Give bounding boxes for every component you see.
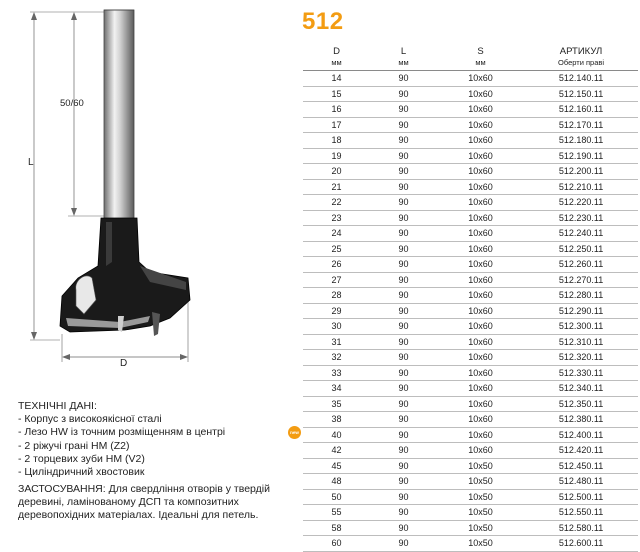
table-row xyxy=(303,303,638,319)
cell-article: 512.290.11 xyxy=(524,303,638,319)
shank xyxy=(104,10,134,220)
cell-s: 10x60 xyxy=(437,241,524,257)
header-unit: мм xyxy=(331,58,342,67)
cell-d: 15 xyxy=(303,86,370,102)
cell-article: 512.270.11 xyxy=(524,272,638,288)
cell-d: 14 xyxy=(303,71,370,87)
cell-l: 90 xyxy=(370,319,437,335)
cell-article: 512.180.11 xyxy=(524,133,638,149)
cell-d: 58 xyxy=(303,520,370,536)
cell-s: 10x50 xyxy=(437,520,524,536)
cell-article: 512.580.11 xyxy=(524,520,638,536)
cell-l: 90 xyxy=(370,489,437,505)
cell-d: 32 xyxy=(303,350,370,366)
cell-s: 10x50 xyxy=(437,505,524,521)
table-row xyxy=(303,272,638,288)
header-unit: мм xyxy=(398,58,409,67)
cell-s: 10x50 xyxy=(437,474,524,490)
cell-s: 10x50 xyxy=(437,458,524,474)
cell-article: 512.600.11 xyxy=(524,536,638,552)
header-label: АРТИКУЛ xyxy=(559,46,603,57)
table-header-row xyxy=(303,40,638,71)
table-row xyxy=(303,226,638,242)
cell-l: 90 xyxy=(370,257,437,273)
cell-l: 90 xyxy=(370,536,437,552)
table-row xyxy=(303,443,638,459)
cell-l: 90 xyxy=(370,241,437,257)
cell-article: 512.260.11 xyxy=(524,257,638,273)
cell-l: 90 xyxy=(370,443,437,459)
cell-s: 10x60 xyxy=(437,427,524,443)
cell-d: 17 xyxy=(303,117,370,133)
cell-s: 10x60 xyxy=(437,319,524,335)
cell-l: 90 xyxy=(370,102,437,118)
cell-article: 512.230.11 xyxy=(524,210,638,226)
cell-l: 90 xyxy=(370,133,437,149)
header-unit: мм xyxy=(475,58,486,67)
cell-article: 512.400.11 xyxy=(524,427,638,443)
cell-s: 10x60 xyxy=(437,257,524,273)
cell-s: 10x60 xyxy=(437,71,524,87)
cell-d: 40 xyxy=(303,427,370,443)
cell-article: 512.380.11 xyxy=(524,412,638,428)
spec-line: - 2 ріжучі грані HM (Z2) xyxy=(18,439,130,452)
cell-d: 29 xyxy=(303,303,370,319)
cell-s: 10x60 xyxy=(437,365,524,381)
cell-s: 10x60 xyxy=(437,412,524,428)
drill-bit-drawing xyxy=(0,0,300,390)
cell-d: 26 xyxy=(303,257,370,273)
cell-s: 10x50 xyxy=(437,489,524,505)
table-row xyxy=(303,117,638,133)
cell-l: 90 xyxy=(370,195,437,211)
cell-s: 10x60 xyxy=(437,443,524,459)
cell-d: 24 xyxy=(303,226,370,242)
shank-length-dimension xyxy=(60,12,104,216)
usage-text: ЗАСТОСУВАННЯ: Для свердління отворів у твердій деревині, ламінованому ДСП та композитних деревопохідних матеріалах. Ідеальні для петель. xyxy=(18,483,270,522)
cell-article: 512.310.11 xyxy=(524,334,638,350)
cell-article: 512.320.11 xyxy=(524,350,638,366)
table-row xyxy=(303,257,638,273)
cell-s: 10x60 xyxy=(437,226,524,242)
cell-d: 30 xyxy=(303,319,370,335)
cell-d: 55 xyxy=(303,505,370,521)
cell-s: 10x60 xyxy=(437,350,524,366)
cell-s: 10x60 xyxy=(437,288,524,304)
table-row xyxy=(303,288,638,304)
length-label: L xyxy=(28,157,34,168)
cell-l: 90 xyxy=(370,396,437,412)
cell-article: 512.300.11 xyxy=(524,319,638,335)
cell-d: 48 xyxy=(303,474,370,490)
cell-article: 512.220.11 xyxy=(524,195,638,211)
cell-d: 42 xyxy=(303,443,370,459)
table-row xyxy=(303,133,638,149)
table-row xyxy=(303,381,638,397)
table-row xyxy=(303,86,638,102)
header-s xyxy=(437,40,524,71)
cell-l: 90 xyxy=(370,520,437,536)
table-row xyxy=(303,520,638,536)
table-row xyxy=(303,489,638,505)
table-row xyxy=(303,179,638,195)
header-label: D xyxy=(333,46,340,57)
cell-d: 35 xyxy=(303,396,370,412)
cell-article: 512.420.11 xyxy=(524,443,638,459)
cell-s: 10x60 xyxy=(437,86,524,102)
table-row xyxy=(303,458,638,474)
cell-d: 23 xyxy=(303,210,370,226)
cell-article: 512.140.11 xyxy=(524,71,638,87)
spec-line: - 2 торцевих зуби HM (V2) xyxy=(18,452,145,465)
cell-s: 10x60 xyxy=(437,164,524,180)
table-row xyxy=(303,195,638,211)
cell-l: 90 xyxy=(370,226,437,242)
new-badge: new xyxy=(288,426,301,439)
cell-l: 90 xyxy=(370,303,437,319)
shank-length-label: 50/60 xyxy=(60,98,84,109)
cell-article: 512.200.11 xyxy=(524,164,638,180)
cell-article: 512.250.11 xyxy=(524,241,638,257)
bit-body xyxy=(60,218,190,332)
cell-s: 10x50 xyxy=(437,536,524,552)
table-row xyxy=(303,396,638,412)
table-row xyxy=(303,505,638,521)
cell-s: 10x60 xyxy=(437,303,524,319)
cell-d: 16 xyxy=(303,102,370,118)
cell-s: 10x60 xyxy=(437,133,524,149)
table-row xyxy=(303,241,638,257)
cell-article: 512.550.11 xyxy=(524,505,638,521)
table-row xyxy=(303,536,638,552)
cell-article: 512.240.11 xyxy=(524,226,638,242)
table-row xyxy=(303,319,638,335)
diameter-label: D xyxy=(120,358,128,369)
cell-article: 512.190.11 xyxy=(524,148,638,164)
table-row xyxy=(303,210,638,226)
cell-l: 90 xyxy=(370,412,437,428)
cell-article: 512.480.11 xyxy=(524,474,638,490)
cell-article: 512.500.11 xyxy=(524,489,638,505)
header-label: S xyxy=(477,46,484,57)
cell-l: 90 xyxy=(370,350,437,366)
cell-l: 90 xyxy=(370,381,437,397)
cell-d: 25 xyxy=(303,241,370,257)
cell-article: 512.450.11 xyxy=(524,458,638,474)
technical-data-heading: ТЕХНІЧНІ ДАНІ: xyxy=(18,400,97,412)
header-label: L xyxy=(400,46,407,57)
cell-l: 90 xyxy=(370,505,437,521)
spec-line: - Лезо HW із точним розміщенням в центрі xyxy=(18,426,226,439)
cell-l: 90 xyxy=(370,427,437,443)
cell-l: 90 xyxy=(370,365,437,381)
table-row xyxy=(303,350,638,366)
cell-article: 512.330.11 xyxy=(524,365,638,381)
header-unit: Оберти праві xyxy=(558,58,605,67)
table-row xyxy=(303,102,638,118)
cell-article: 512.280.11 xyxy=(524,288,638,304)
cell-d: 38 xyxy=(303,412,370,428)
cell-s: 10x60 xyxy=(437,381,524,397)
cell-d: 31 xyxy=(303,334,370,350)
cell-d: 45 xyxy=(303,458,370,474)
cell-d: 21 xyxy=(303,179,370,195)
cell-s: 10x60 xyxy=(437,334,524,350)
cell-d: 20 xyxy=(303,164,370,180)
table-row xyxy=(303,148,638,164)
cell-article: 512.210.11 xyxy=(524,179,638,195)
cell-l: 90 xyxy=(370,288,437,304)
center-point xyxy=(152,312,160,336)
cell-s: 10x60 xyxy=(437,102,524,118)
cell-l: 90 xyxy=(370,164,437,180)
table-row xyxy=(303,474,638,490)
cell-l: 90 xyxy=(370,148,437,164)
cell-s: 10x60 xyxy=(437,195,524,211)
cell-article: 512.340.11 xyxy=(524,381,638,397)
table-row xyxy=(303,427,638,443)
header-l xyxy=(370,40,437,71)
table-row xyxy=(303,365,638,381)
cell-article: 512.150.11 xyxy=(524,86,638,102)
cell-l: 90 xyxy=(370,272,437,288)
cell-s: 10x60 xyxy=(437,148,524,164)
cell-d: 27 xyxy=(303,272,370,288)
cell-l: 90 xyxy=(370,71,437,87)
table-row xyxy=(303,334,638,350)
header-article xyxy=(524,40,638,71)
cell-d: 60 xyxy=(303,536,370,552)
table-row xyxy=(303,412,638,428)
cell-s: 10x60 xyxy=(437,272,524,288)
cell-s: 10x60 xyxy=(437,179,524,195)
cell-s: 10x60 xyxy=(437,396,524,412)
cell-l: 90 xyxy=(370,210,437,226)
cell-d: 50 xyxy=(303,489,370,505)
table-row xyxy=(303,71,638,87)
cell-d: 28 xyxy=(303,288,370,304)
product-table xyxy=(303,40,638,552)
product-code-title: 512 xyxy=(302,8,344,35)
cell-article: 512.170.11 xyxy=(524,117,638,133)
cell-article: 512.350.11 xyxy=(524,396,638,412)
spec-line: - Циліндричний хвостовик xyxy=(18,466,145,479)
cell-l: 90 xyxy=(370,334,437,350)
cell-d: 34 xyxy=(303,381,370,397)
cell-l: 90 xyxy=(370,179,437,195)
cell-d: 19 xyxy=(303,148,370,164)
cell-l: 90 xyxy=(370,474,437,490)
cell-article: 512.160.11 xyxy=(524,102,638,118)
spec-line: - Корпус з високоякісної сталі xyxy=(18,413,162,426)
table-row xyxy=(303,164,638,180)
technical-data xyxy=(18,400,298,479)
cell-s: 10x60 xyxy=(437,117,524,133)
cell-s: 10x60 xyxy=(437,210,524,226)
header-d xyxy=(303,40,370,71)
cell-d: 22 xyxy=(303,195,370,211)
cell-d: 33 xyxy=(303,365,370,381)
cell-l: 90 xyxy=(370,458,437,474)
cell-l: 90 xyxy=(370,117,437,133)
table-body xyxy=(303,71,638,552)
cell-d: 18 xyxy=(303,133,370,149)
cell-l: 90 xyxy=(370,86,437,102)
